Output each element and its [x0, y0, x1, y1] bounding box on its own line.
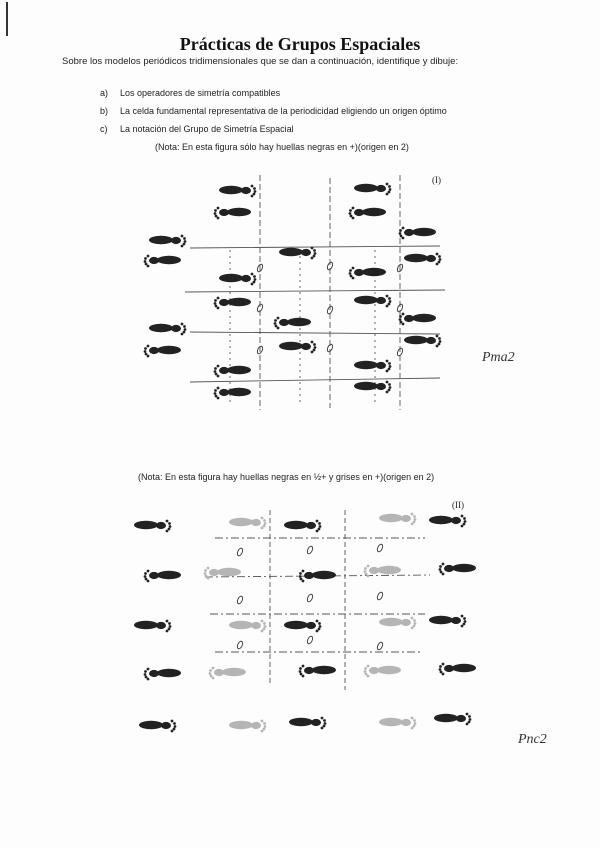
gray-footprint-icon — [209, 667, 246, 680]
list-item-text: La celda fundamental representativa de la periodicidad eligiendo un origen óptimo — [120, 106, 447, 116]
figure2-note: (Nota: En esta figura hay huellas negras en ½+ y grises en +)(origen en 2) — [138, 472, 435, 482]
black-footprint-icon — [434, 713, 471, 726]
figure1-handwritten-answer: Pma2 — [482, 350, 515, 365]
list-item-label: b) — [100, 106, 109, 116]
twofold-axis-icon — [236, 640, 243, 649]
black-footprint-icon — [429, 515, 466, 528]
black-footprint-icon — [134, 620, 171, 633]
gray-footprint-icon — [229, 517, 266, 530]
black-footprint-icon — [139, 720, 176, 733]
gray-footprint-icon — [229, 720, 266, 733]
gray-footprint-icon — [204, 567, 241, 580]
gray-footprint-icon — [229, 620, 266, 633]
twofold-axis-icon — [376, 641, 383, 650]
black-footprint-icon — [299, 665, 336, 678]
twofold-axis-icon — [376, 543, 383, 552]
black-footprint-icon — [439, 663, 476, 676]
black-footprint-icon — [284, 620, 321, 633]
twofold-axis-icon — [306, 593, 313, 602]
gray-footprint-icon — [379, 513, 416, 526]
list-item-label: a) — [100, 88, 109, 98]
black-footprint-icon — [134, 520, 171, 533]
figure2-label: (II) — [452, 500, 464, 510]
black-footprint-icon — [284, 520, 321, 533]
instructions-intro: Sobre los modelos periódicos tridimensionales que se dan a continuación, identifique y dibuje: — [62, 56, 459, 67]
black-footprint-icon — [144, 668, 181, 681]
twofold-axis-icon — [236, 547, 243, 556]
figure2-handwritten-answer: Pnc2 — [518, 732, 547, 747]
figure1-note: (Nota: En esta figura sólo hay huellas negras en +)(origen en 2) — [155, 142, 409, 152]
black-footprint-icon — [429, 615, 466, 628]
list-item-label: c) — [100, 124, 108, 134]
gray-footprint-icon — [379, 617, 416, 630]
gray-footprint-icon — [379, 717, 416, 730]
twofold-axis-icon — [376, 591, 383, 600]
twofold-axis-icon — [236, 595, 243, 604]
black-footprint-icon — [289, 717, 326, 730]
gray-footprint-icon — [364, 665, 401, 678]
twofold-axis-icon — [306, 635, 313, 644]
list-item-text: Los operadores de simetría compatibles — [120, 88, 281, 98]
black-footprint-icon — [299, 570, 336, 583]
black-footprint-icon — [439, 563, 476, 576]
page-title: Prácticas de Grupos Espaciales — [179, 34, 421, 54]
twofold-axis-icon — [306, 545, 313, 554]
figure1-label: (I) — [432, 175, 441, 185]
black-footprint-icon — [144, 570, 181, 583]
list-item-text: La notación del Grupo de Simetría Espacial — [120, 124, 294, 134]
